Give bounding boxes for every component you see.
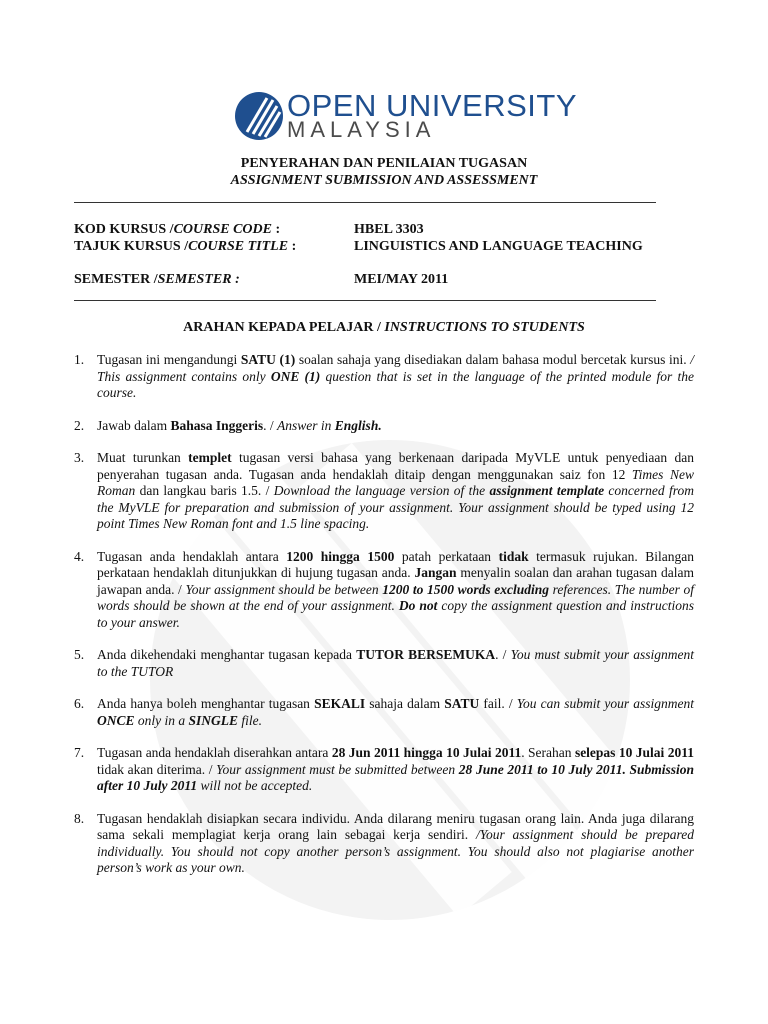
instruction-text-run: TUTOR BERSEMUKA <box>356 647 496 662</box>
instruction-text-run: question that is set in the language of the printed module for the course. <box>97 368 694 400</box>
instruction-item <box>74 811 694 877</box>
instruction-text <box>97 450 694 531</box>
instruction-text-run: dan langkau baris 1.5. / <box>135 483 274 498</box>
instruction-number: 7. <box>74 745 85 760</box>
instruction-text-run: /Your assignment should be prepared individually. You should not copy another person’s assignment. You should also not plagiarise another person’s work as your own. <box>97 827 694 875</box>
instruction-text-run: termasuk rujukan. Bilangan perkataan hendaklah ditunjukkan di hujung tugasan anda. <box>97 548 694 580</box>
instruction-text <box>97 352 694 400</box>
instruction-text-run: copy the assignment question and instructions to your answer. <box>97 598 694 630</box>
instruction-text-run: SINGLE <box>188 712 239 728</box>
instruction-text <box>97 647 694 679</box>
instruction-text-run: fail. / <box>479 696 517 711</box>
logo-line-2: MALAYSIA <box>287 117 436 142</box>
instruction-text-run: Jawab dalam <box>97 417 171 433</box>
instruction-text <box>97 418 382 433</box>
instruction-text-run: You must submit your assignment to the TUTOR <box>97 647 694 679</box>
instruction-text-run: Do not <box>398 598 438 613</box>
university-logo <box>235 88 577 142</box>
instruction-text-run: Download the language version of the <box>273 483 490 498</box>
instruction-item <box>74 647 694 680</box>
instruction-text-run: Answer in <box>277 417 335 433</box>
course-code-value: HBEL 3303 <box>354 222 424 237</box>
logo-line-1: OPEN UNIVERSITY <box>287 88 577 123</box>
instructions-list <box>74 352 694 893</box>
instruction-text-run: only in a <box>134 712 189 728</box>
instruction-text-run: soalan sahaja yang disediakan dalam bahasa modul bercetak kursus ini. <box>295 352 691 367</box>
instruction-text-run: ONCE <box>97 712 135 728</box>
instruction-item <box>74 418 694 435</box>
instruction-number: 8. <box>74 810 85 826</box>
instruction-text-run: Anda hanya boleh menghantar tugasan <box>97 696 315 711</box>
heading-malay: PENYERAHAN DAN PENILAIAN TUGASAN <box>240 156 528 171</box>
instruction-number: 6. <box>74 696 85 711</box>
instruction-text-run: file. <box>238 712 263 728</box>
divider-top <box>74 202 656 203</box>
instruction-text-run: patah perkataan <box>394 548 499 564</box>
instruction-text-run: tugasan versi bahasa yang berkenaan daripada MyVLE untuk penyediaan dan penyerahan tugasan anda. Tugasan anda hendaklah ditaip dengan menggunakan saiz fon 12 <box>97 450 694 482</box>
instruction-text-run: / This assignment contains only <box>97 352 694 384</box>
instruction-text-run: Times New Roman <box>97 466 694 498</box>
instruction-text-run: ONE (1) <box>270 368 321 384</box>
instruction-item <box>74 450 694 533</box>
instruction-text <box>97 549 694 630</box>
instruction-text-run: Your assignment should be between <box>185 581 383 597</box>
instruction-text-run: 28 Jun 2011 hingga 10 Julai 2011 <box>331 745 522 760</box>
instruction-text-run: Your assignment must be submitted between <box>216 761 459 777</box>
divider-bottom <box>74 300 656 301</box>
instruction-text-run: sahaja dalam <box>365 696 445 711</box>
semester-label: SEMESTER /SEMESTER : <box>74 272 240 287</box>
instruction-number: 4. <box>74 548 85 564</box>
instruction-text-run: You can submit your assignment <box>516 696 695 711</box>
instruction-text-run: concerned from the MyVLE for preparation and submission of your assignment. Your assignment should be typed using 12 point Times New Roman font and 1.5 line spacing. <box>97 483 694 531</box>
course-title-label: TAJUK KURSUS /COURSE TITLE : <box>74 239 297 254</box>
instruction-text-run: selepas 10 Julai 2011 <box>574 745 694 760</box>
instruction-text <box>97 811 694 876</box>
instruction-text <box>97 696 694 728</box>
instruction-item <box>74 549 694 632</box>
instruction-item <box>74 745 694 795</box>
instruction-text-run: references. The number of words should be shown at the end of your assignment. <box>97 581 695 613</box>
instruction-text-run: assignment template <box>489 483 605 498</box>
instruction-text-run: Jangan <box>414 565 457 580</box>
course-code-label: KOD KURSUS /COURSE CODE : <box>74 222 281 237</box>
instruction-text-run: . Serahan <box>521 745 575 760</box>
instruction-text-run: Tugasan hendaklah disiapkan secara individu. Anda dilarang meniru tugasan orang lain. Anda juga dilarang sama sekali memplagiat kerja orang lain sebagai kerja sendiri. <box>97 810 694 842</box>
instructions-title: ARAHAN KEPADA PELAJAR / INSTRUCTIONS TO STUDENTS <box>183 320 585 335</box>
heading-english: ASSIGNMENT SUBMISSION AND ASSESSMENT <box>230 173 538 188</box>
instruction-text-run: Muat turunkan <box>97 450 189 465</box>
instruction-number: 2. <box>74 417 85 433</box>
instruction-text-run: 1200 to 1500 words excluding <box>382 581 549 597</box>
instruction-number: 5. <box>74 647 85 662</box>
instruction-text-run: . / <box>495 647 511 662</box>
instruction-text-run: English. <box>334 417 382 433</box>
instruction-text-run: SATU (1) <box>240 352 296 367</box>
instruction-text-run: tidak akan diterima. / <box>97 761 217 777</box>
instruction-text-run: Tugasan anda hendaklah diserahkan antara <box>97 745 332 760</box>
instruction-item <box>74 696 694 729</box>
instruction-text-run: Anda dikehendaki menghantar tugasan kepada <box>97 647 357 662</box>
instruction-text-run: templet <box>188 450 232 465</box>
instruction-text-run: menyalin soalan dan arahan tugasan dalam jawapan anda. / <box>97 565 694 597</box>
instruction-text-run: tidak <box>498 548 529 564</box>
instruction-text <box>97 745 694 793</box>
instruction-text-run: 1200 hingga 1500 <box>286 548 395 564</box>
instruction-text-run: Tugasan ini mengandungi <box>97 352 241 367</box>
instruction-text-run: 28 June 2011 to 10 July 2011. Submission after 10 July 2011 <box>97 761 694 793</box>
semester-value: MEI/MAY 2011 <box>354 272 449 287</box>
instruction-text-run: will not be accepted. <box>197 778 313 793</box>
instruction-text-run: Bahasa Inggeris <box>170 417 264 433</box>
instruction-text-run: . / <box>263 417 278 433</box>
university-logo-icon <box>235 92 283 140</box>
course-title-value: LINGUISTICS AND LANGUAGE TEACHING <box>354 239 643 254</box>
instruction-text-run: SEKALI <box>314 696 366 711</box>
instruction-text-run: Tugasan anda hendaklah antara <box>97 548 287 564</box>
instruction-item <box>74 352 694 402</box>
instruction-number: 3. <box>74 450 85 465</box>
instruction-number: 1. <box>74 352 85 367</box>
instruction-text-run: SATU <box>444 696 480 711</box>
